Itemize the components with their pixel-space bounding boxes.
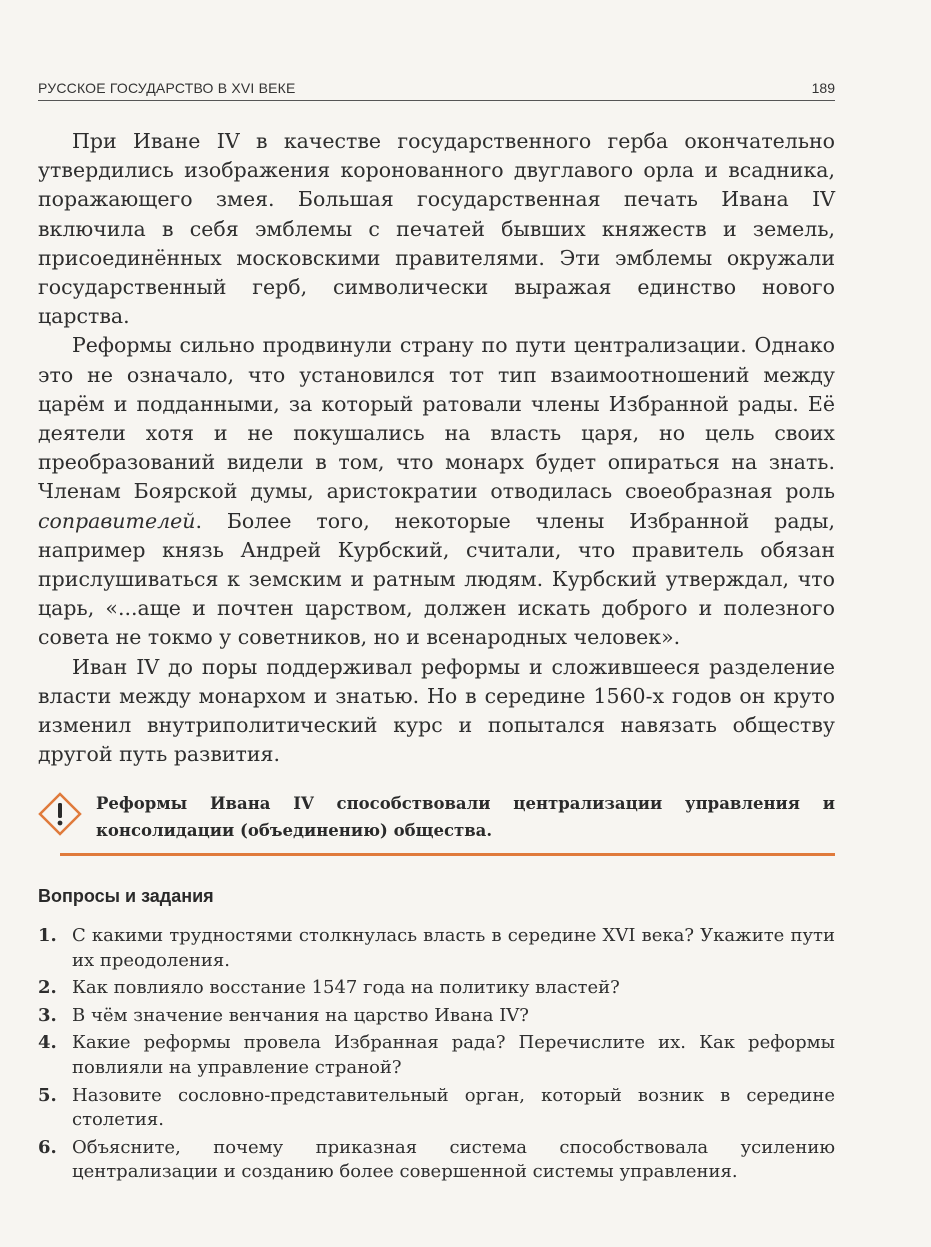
question-number: 3. <box>38 1004 57 1026</box>
paragraph <box>38 127 835 331</box>
question-item <box>38 1084 835 1133</box>
question-number: 6. <box>38 1136 57 1158</box>
exclamation-diamond-icon <box>38 792 82 836</box>
question-item <box>38 976 835 1001</box>
question-text: Какие реформы провела Избранная рада? Перечислите их. Как реформы повлияли на управление страной? <box>72 1032 835 1078</box>
question-number: 5. <box>38 1084 57 1106</box>
question-text: Как повлияло восстание 1547 года на политику властей? <box>72 977 620 999</box>
questions-heading: Вопросы и задания <box>38 886 214 906</box>
page-header <box>38 78 835 101</box>
main-text <box>38 127 835 769</box>
question-number: 1. <box>38 925 57 946</box>
question-number: 4. <box>38 1032 57 1054</box>
question-text: С какими трудностями столкнулась власть в середине XVI века? Укажите пути их преодоления. <box>72 925 835 971</box>
emphasized-term: соправителей <box>38 508 196 533</box>
question-text: Назовите сословно-представительный орган, который возник в середине столетия. <box>72 1084 835 1131</box>
questions-list <box>38 924 835 1188</box>
question-item <box>38 924 835 973</box>
paragraph <box>38 331 835 652</box>
question-number: 2. <box>38 977 57 999</box>
paragraph-text: При Иване IV в качестве государственного герба окончательно утвердились изображения коронованного двуглавого орла и всадника, поражающего змея. Большая государственная печать Ивана IV включила в себя эмблемы с печатей бывших княжеств и земель, присоединённых московскими правителями. Эти эмблемы окружали государственный герб, символически выражая единство нового царства. <box>38 129 835 329</box>
paragraph <box>38 653 835 770</box>
note-divider <box>60 853 835 856</box>
question-item <box>38 1004 835 1029</box>
question-text: Объясните, почему приказная система способствовала усилению централизации и созданию более совершенной системы управления. <box>72 1136 835 1183</box>
paragraph-text: Реформы сильно продвинули страну по пути централизации. Однако это не означало, что установился тот тип взаимоотношений между царём и подданными, за который ратовали члены Избранной рады. Её деятели хотя и не покушались на власть царя, но цель своих преобразований видели в том, что монарх будет опираться на знать. Членам Боярской думы, аристократии отводилась своеобразная роль <box>38 333 835 504</box>
note-text: Реформы Ивана IV способствовали централизации управления и консолидации (объединению) общества. <box>96 794 835 840</box>
question-item <box>38 1031 835 1080</box>
paragraph-text: Иван IV до поры поддерживал реформы и сложившееся разделение власти между монархом и знатью. Но в середине 1560-х годов он круто изменил внутриполитический курс и попытался навязать обществу другой путь развития. <box>38 654 835 767</box>
question-item <box>38 1136 835 1185</box>
running-head: РУССКОЕ ГОСУДАРСТВО В XVI ВЕКЕ <box>38 80 296 96</box>
question-text: В чём значение венчания на царство Ивана IV? <box>72 1004 529 1026</box>
page-number: 189 <box>811 80 835 96</box>
paragraph-text: . Более того, некоторые члены Избранной рады, например князь Андрей Курбский, считали, что правитель обязан прислушиваться к земским и ратным людям. Курбский утверждал, что царь, «...аще и почтен царством, должен искать доброго и полезного совета не токмо у советников, но и всенародных человек». <box>38 508 835 650</box>
key-point-note <box>38 786 835 856</box>
